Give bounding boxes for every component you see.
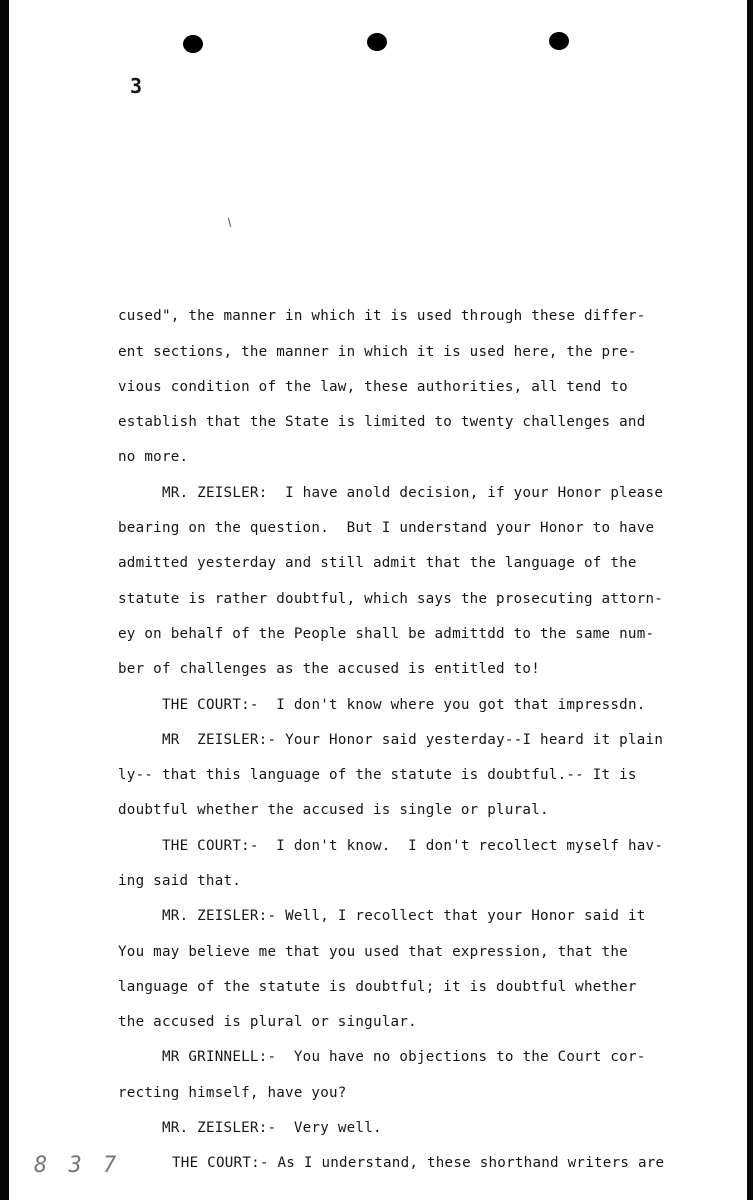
text-line: cused", the manner in which it is used through these differ- [118,308,646,324]
stray-mark [228,218,231,227]
text-line: ly-- that this language of the statute is doubtful.-- It is [118,767,637,783]
text-line: THE COURT:- I don't know. I don't recollect myself hav- [162,838,664,854]
text-line: no more. [118,449,189,465]
text-line: MR ZEISLER:- Your Honor said yesterday--I heard it plain [162,732,664,748]
punch-hole-right [549,32,569,50]
text-line: MR. ZEISLER:- Well, I recollect that your Honor said it [162,908,646,924]
text-line: MR. ZEISLER:- Very well. [162,1120,382,1136]
text-line: ber of challenges as the accused is entitled to! [118,661,540,677]
text-line: ing said that. [118,873,242,889]
page-number: 3 [130,74,143,98]
text-line: the accused is plural or singular. [118,1014,417,1030]
text-line: THE COURT:- I don't know where you got that impressdn. [162,697,646,713]
text-line: statute is rather doubtful, which says the prosecuting attorn- [118,591,664,607]
text-line: MR. ZEISLER: I have anold decision, if your Honor please [162,485,664,501]
right-film-border [747,0,753,1200]
punch-hole-left [183,35,203,53]
text-line: doubtful whether the accused is single or plural. [118,802,549,818]
text-line: ent sections, the manner in which it is used here, the pre- [118,344,637,360]
margin-handwriting: 8 3 7 [34,1153,121,1178]
text-line: establish that the State is limited to twenty challenges and [118,414,646,430]
text-line: language of the statute is doubtful; it is doubtful whether [118,979,637,995]
text-line: admitted yesterday and still admit that the language of the [118,555,637,571]
punch-hole-center [367,33,387,51]
left-film-border [0,0,9,1200]
text-line: bearing on the question. But I understand your Honor to have [118,520,655,536]
text-line: THE COURT:- As I understand, these shorthand writers are [172,1155,665,1171]
text-line: MR GRINNELL:- You have no objections to the Court cor- [162,1049,646,1065]
text-line: ey on behalf of the People shall be admittdd to the same num- [118,626,655,642]
text-line: You may believe me that you used that expression, that the [118,944,628,960]
text-line: recting himself, have you? [118,1085,347,1101]
text-line: vious condition of the law, these authorities, all tend to [118,379,628,395]
